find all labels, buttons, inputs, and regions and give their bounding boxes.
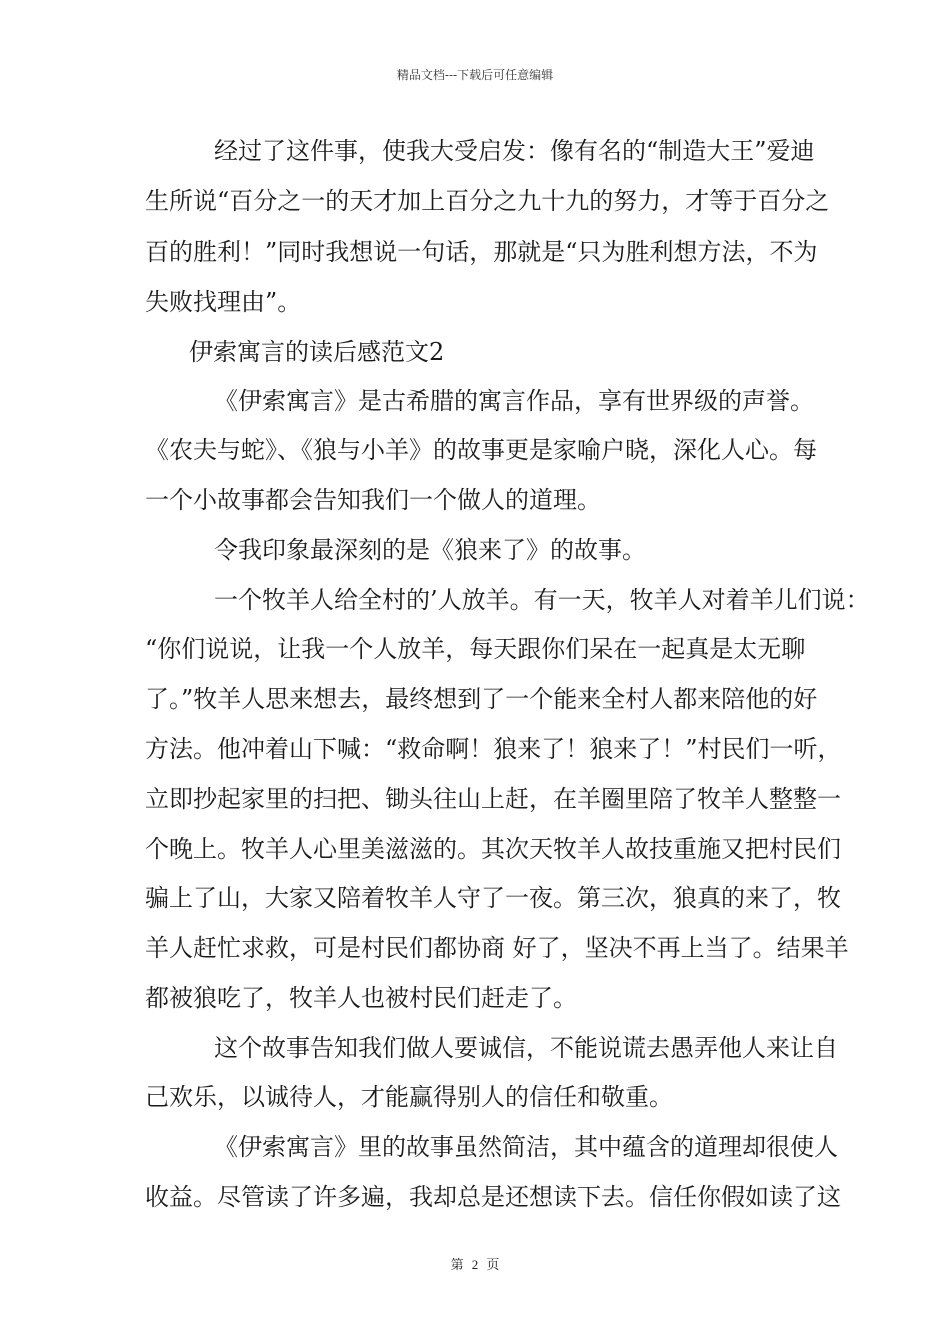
body-line: 经过了这件事，使我大受启发：像有名的“制造大王”爱迪 — [214, 137, 815, 165]
body-line: “你们说说，让我一个人放羊，每天跟你们呆在一起真是太无聊 — [145, 635, 806, 663]
body-line: 《伊索寓言》是古希腊的寓言作品，享有世界级的声誉。 — [214, 387, 814, 415]
body-line: 《伊索寓言》里的故事虽然简洁，其中蕴含的道理却很使人 — [214, 1133, 838, 1161]
body-line: 己欢乐，以诚待人，才能赢得别人的信任和敬重。 — [145, 1083, 673, 1111]
body-line: 方法。他冲着山下喊：“救命啊！狼来了！狼来了！”村民们一听， — [145, 735, 842, 763]
body-line: 了。”牧羊人思来想去，最终想到了一个能来全村人都来陪他的好 — [145, 685, 818, 713]
body-line: 骗上了山，大家又陪着牧羊人守了一夜。第三次，狼真的来了，牧 — [145, 884, 841, 912]
body-line: 收益。尽管读了许多遍，我却总是还想读下去。信任你假如读了这 — [145, 1183, 841, 1211]
footer-prefix: 第 — [450, 1258, 464, 1273]
body-line: 立即抄起家里的扫把、锄头往山上赶，在羊圈里陪了牧羊人整整一 — [145, 785, 841, 813]
body-line: 这个故事告知我们做人要诚信，不能说谎去愚弄他人来让自 — [214, 1034, 838, 1062]
body-line: 一个小故事都会告知我们一个做人的道理。 — [145, 486, 601, 514]
page-footer — [0, 1254, 950, 1273]
footer-suffix: 页 — [486, 1258, 500, 1273]
body-line: 一个牧羊人给全村的’人放羊。有一天，牧羊人对着羊儿们说： — [214, 586, 870, 614]
body-line: 令我印象最深刻的是《狼来了》的故事。 — [214, 536, 646, 564]
body-line: 都被狼吃了，牧羊人也被村民们赶走了。 — [145, 984, 577, 1012]
body-line: 生所说“百分之一的天才加上百分之九十九的努力，才等于百分之 — [145, 187, 830, 215]
body-line: 百的胜利！”同时我想说一句话，那就是“只为胜利想方法，不为 — [145, 238, 818, 266]
section-heading: 伊索寓言的读后感范文2 — [189, 338, 445, 366]
page-number: 2 — [471, 1257, 479, 1272]
body-line: 《农夫与蛇》、《狼与小羊》的故事更是家喻户晓，深化人心。每 — [145, 436, 817, 464]
body-line: 个晚上。牧羊人心里美滋滋的。其次天牧羊人故技重施又把村民们 — [145, 835, 841, 863]
body-line: 失败找理由”。 — [145, 288, 302, 316]
body-line: 羊人赶忙求救，可是村民们都协商 好了，坚决不再上当了。结果羊 — [145, 934, 849, 962]
page-header: 精品文档---下载后可任意编辑 — [396, 68, 554, 82]
